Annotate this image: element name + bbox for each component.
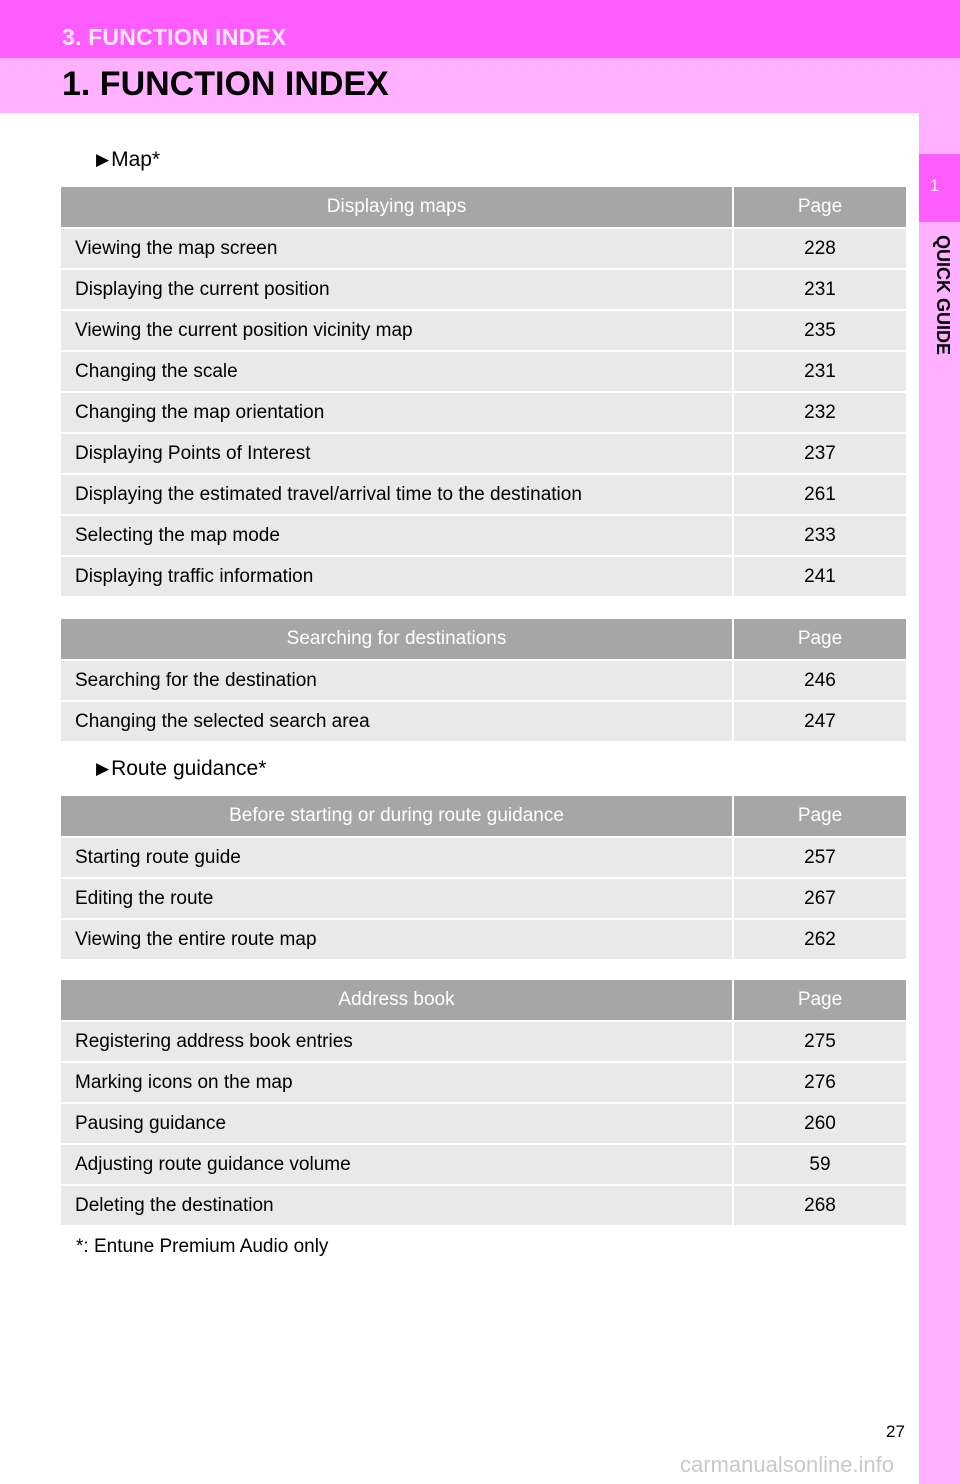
row-label: Displaying the estimated travel/arrival time to the destination — [61, 474, 733, 515]
page-title: 1. FUNCTION INDEX — [62, 65, 389, 103]
table-row[interactable] — [61, 919, 906, 960]
row-page-number: 276 — [733, 1062, 906, 1103]
row-label: Changing the map orientation — [61, 392, 733, 433]
column-header-page: Page — [733, 796, 906, 837]
table-row[interactable] — [61, 878, 906, 919]
column-header-function: Displaying maps — [61, 187, 733, 228]
row-page-number: 241 — [733, 556, 906, 597]
table-row[interactable] — [61, 433, 906, 474]
chapter-tab[interactable] — [919, 154, 960, 222]
play-arrow-icon: ▶ — [96, 759, 110, 778]
row-page-number: 267 — [733, 878, 906, 919]
play-arrow-icon: ▶ — [96, 150, 110, 169]
row-label: Viewing the map screen — [61, 228, 733, 269]
row-page-number: 235 — [733, 310, 906, 351]
table-row[interactable] — [61, 1185, 906, 1226]
row-label: Viewing the current position vicinity map — [61, 310, 733, 351]
table-row[interactable] — [61, 701, 906, 742]
row-page-number: 262 — [733, 919, 906, 960]
chapter-number: 1 — [929, 176, 940, 195]
row-page-number: 231 — [733, 351, 906, 392]
table-header-row — [61, 796, 906, 837]
breadcrumb: 3. FUNCTION INDEX — [62, 24, 287, 50]
table-row[interactable] — [61, 1144, 906, 1185]
row-page-number: 275 — [733, 1021, 906, 1062]
row-page-number: 268 — [733, 1185, 906, 1226]
page-number: 27 — [886, 1422, 905, 1441]
row-label: Changing the scale — [61, 351, 733, 392]
sidebar-tab-strip — [919, 113, 960, 1484]
column-header-function: Searching for destinations — [61, 619, 733, 660]
row-label: Searching for the destination — [61, 660, 733, 701]
row-page-number: 261 — [733, 474, 906, 515]
row-label: Registering address book entries — [61, 1021, 733, 1062]
section-heading-text: Map* — [111, 148, 161, 171]
row-label: Deleting the destination — [61, 1185, 733, 1226]
table-row[interactable] — [61, 837, 906, 878]
table-row[interactable] — [61, 392, 906, 433]
table-row[interactable] — [61, 310, 906, 351]
table-row[interactable] — [61, 1062, 906, 1103]
watermark: carmanualsonline.info — [680, 1452, 895, 1477]
row-page-number: 260 — [733, 1103, 906, 1144]
table-row[interactable] — [61, 1021, 906, 1062]
row-label: Selecting the map mode — [61, 515, 733, 556]
table-row[interactable] — [61, 660, 906, 701]
row-page-number: 231 — [733, 269, 906, 310]
row-page-number: 232 — [733, 392, 906, 433]
table-route-guidance — [61, 796, 906, 961]
row-label: Pausing guidance — [61, 1103, 733, 1144]
table-header-row — [61, 619, 906, 660]
row-page-number: 237 — [733, 433, 906, 474]
footnote: *: Entune Premium Audio only — [76, 1236, 329, 1257]
section-heading-route-guidance — [96, 757, 266, 781]
column-header-page: Page — [733, 980, 906, 1021]
column-header-function: Before starting or during route guidance — [61, 796, 733, 837]
section-heading-text: Route guidance* — [111, 757, 267, 780]
table-address-book — [61, 980, 906, 1227]
column-header-function: Address book — [61, 980, 733, 1021]
table-header-row — [61, 980, 906, 1021]
table-displaying-maps — [61, 187, 906, 598]
row-page-number: 257 — [733, 837, 906, 878]
table-row[interactable] — [61, 474, 906, 515]
section-heading-map — [96, 148, 160, 172]
row-page-number: 247 — [733, 701, 906, 742]
row-label: Starting route guide — [61, 837, 733, 878]
table-row[interactable] — [61, 1103, 906, 1144]
row-page-number: 246 — [733, 660, 906, 701]
row-label: Marking icons on the map — [61, 1062, 733, 1103]
table-row[interactable] — [61, 515, 906, 556]
row-label: Adjusting route guidance volume — [61, 1144, 733, 1185]
table-row[interactable] — [61, 269, 906, 310]
table-header-row — [61, 187, 906, 228]
row-page-number: 233 — [733, 515, 906, 556]
row-label: Editing the route — [61, 878, 733, 919]
row-page-number: 228 — [733, 228, 906, 269]
table-row[interactable] — [61, 556, 906, 597]
section-label: QUICK GUIDE — [933, 235, 953, 356]
row-label: Displaying Points of Interest — [61, 433, 733, 474]
top-header-bar — [0, 0, 960, 58]
row-label: Changing the selected search area — [61, 701, 733, 742]
row-page-number: 59 — [733, 1144, 906, 1185]
table-searching-destinations — [61, 619, 906, 743]
table-row[interactable] — [61, 228, 906, 269]
row-label: Viewing the entire route map — [61, 919, 733, 960]
column-header-page: Page — [733, 619, 906, 660]
title-bar — [0, 58, 960, 113]
row-label: Displaying the current position — [61, 269, 733, 310]
table-row[interactable] — [61, 351, 906, 392]
row-label: Displaying traffic information — [61, 556, 733, 597]
column-header-page: Page — [733, 187, 906, 228]
